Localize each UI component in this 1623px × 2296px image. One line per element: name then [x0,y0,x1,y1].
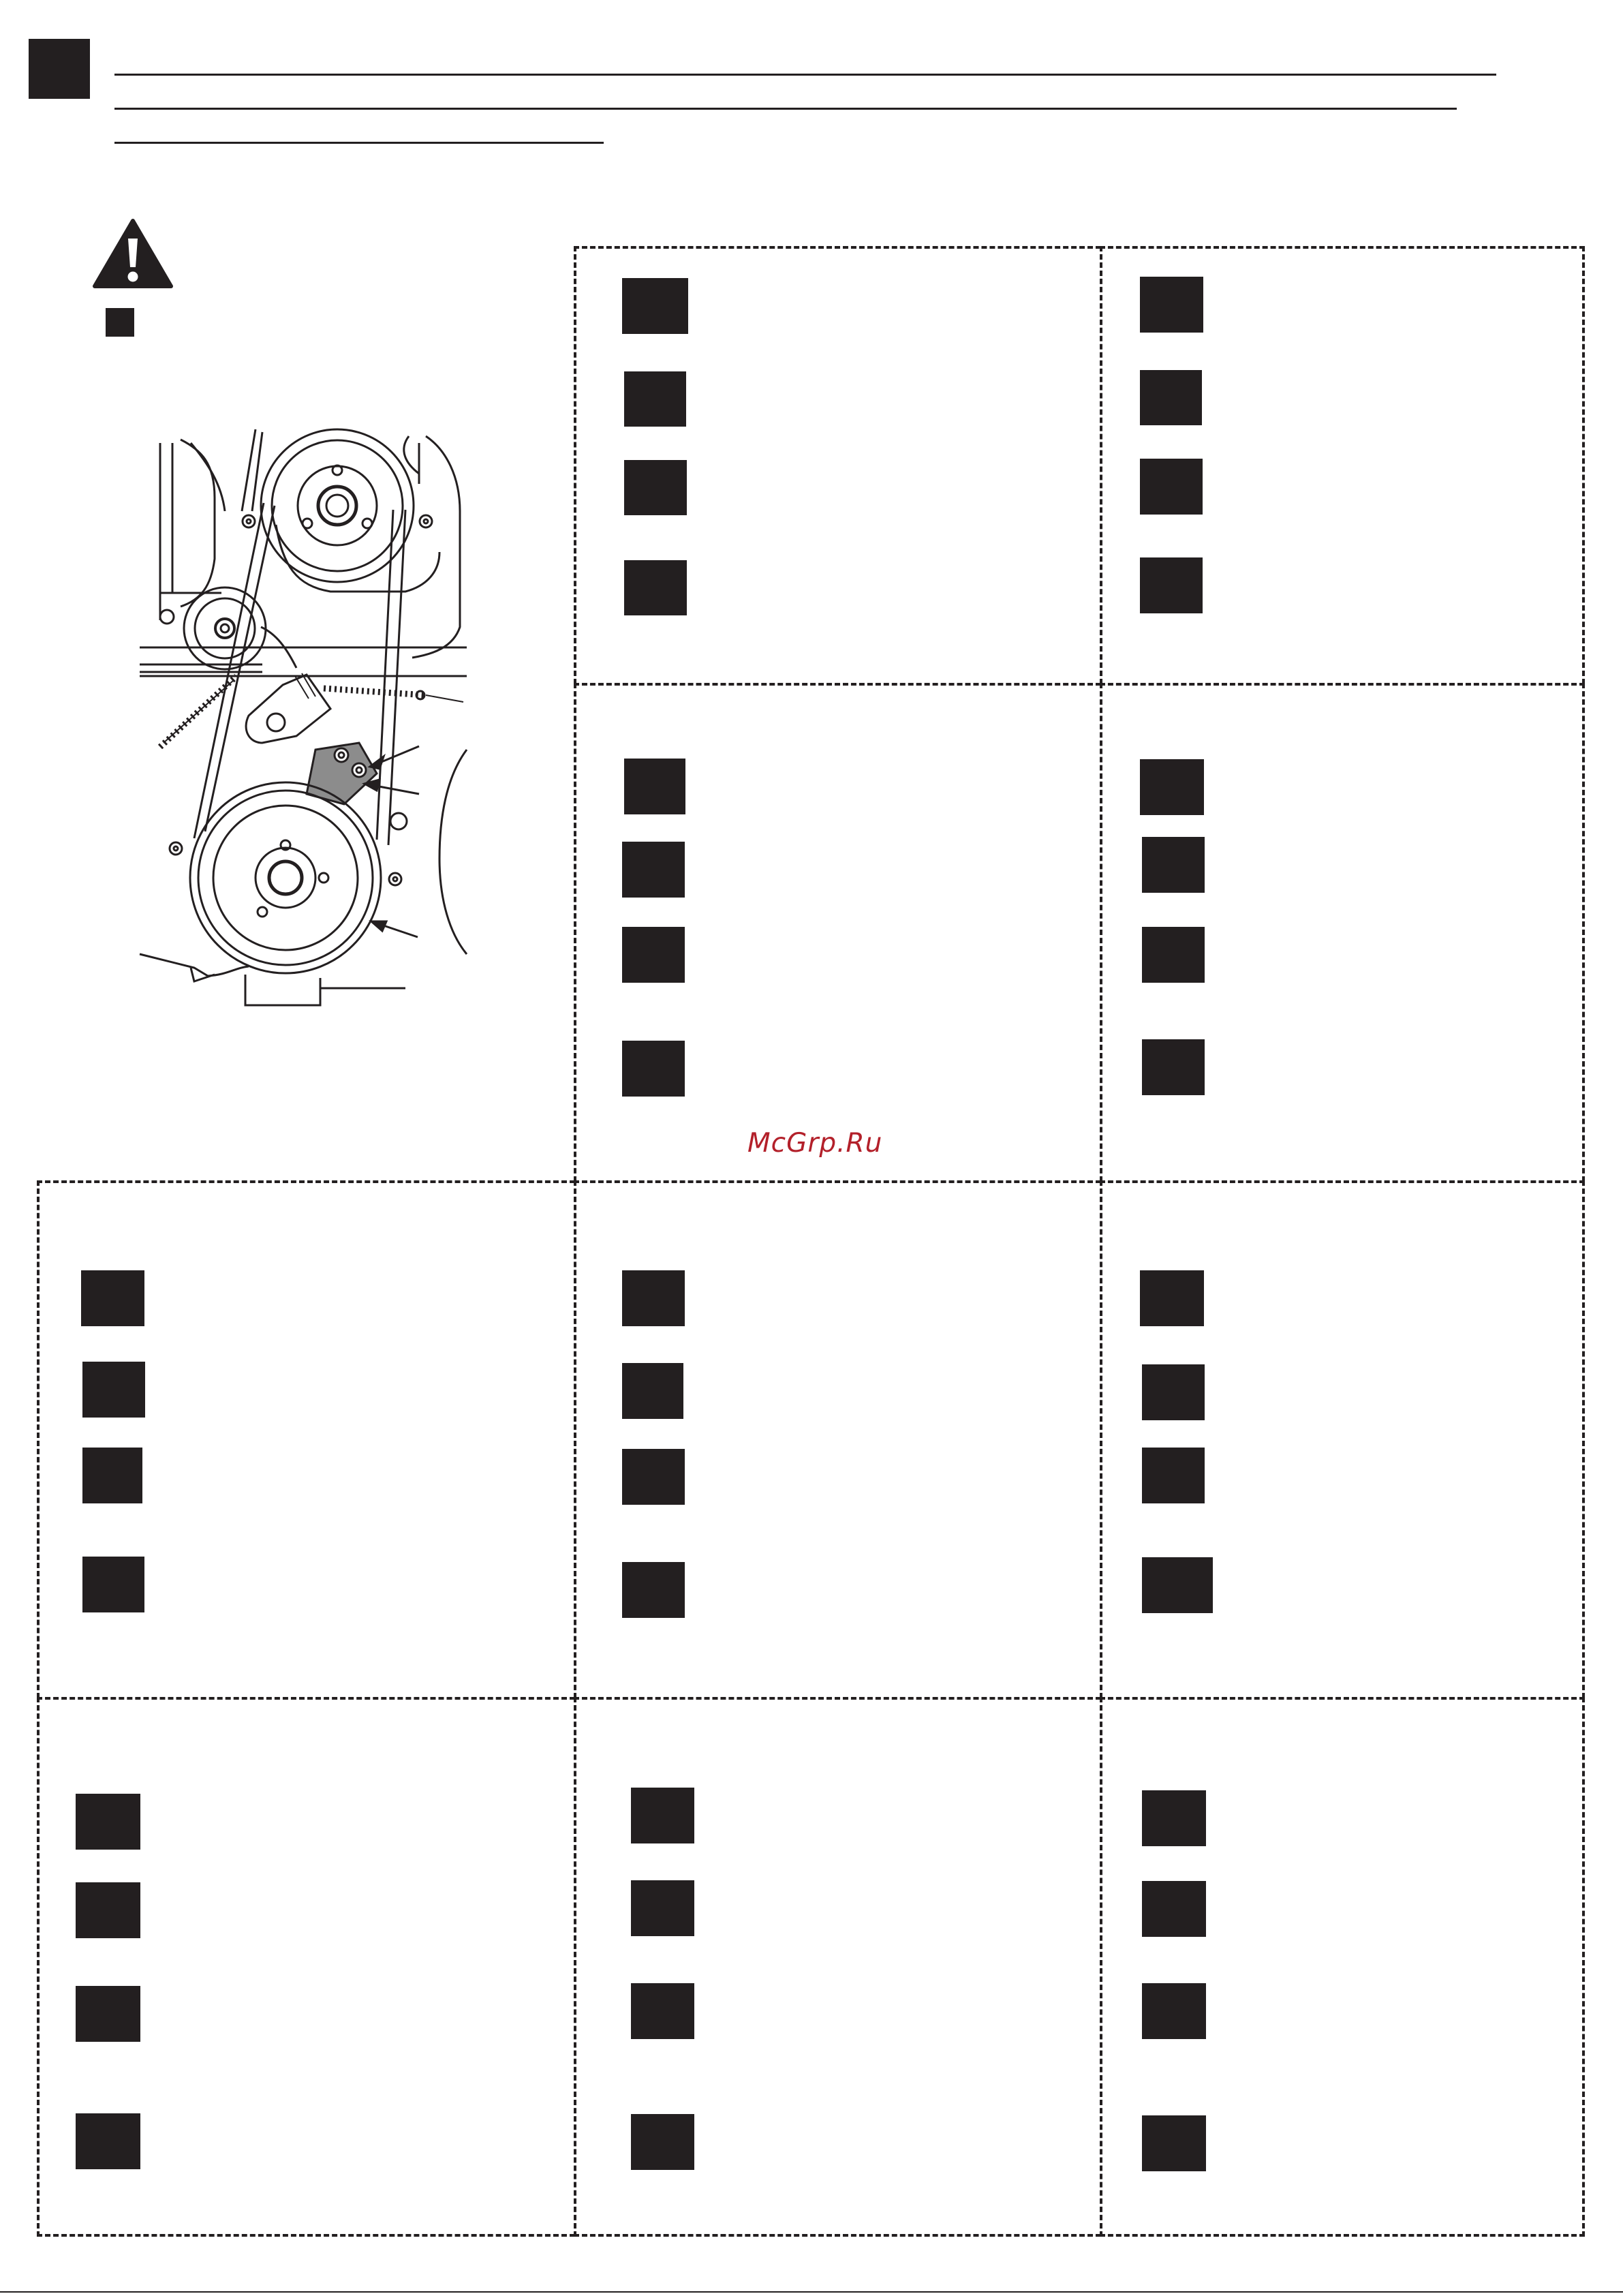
step-block [1142,1557,1213,1613]
footer-rule [0,2291,1623,2293]
step-block [82,1448,142,1503]
step-block [631,1788,694,1843]
watermark-text: McGrp.Ru [747,1128,883,1159]
step-block [1140,459,1203,515]
title-underline-1 [114,74,1496,76]
step-block [1142,1983,1206,2039]
step-block [76,1794,140,1850]
step-block [622,1041,685,1097]
step-block [622,1449,685,1505]
step-block [622,278,688,334]
grid-cell-r3-c1 [37,1180,575,1698]
step-block [1140,1270,1204,1326]
step-block [1140,277,1203,333]
step-block [622,1562,685,1618]
grid-cell-r3-c2 [574,1180,1101,1698]
step-block [622,927,685,983]
warning-label-block [106,308,134,337]
step-block [631,1983,694,2039]
step-block [1142,927,1205,983]
step-block [1142,1039,1205,1095]
step-block [622,1363,683,1419]
step-block [624,759,685,814]
step-block [1142,1448,1205,1503]
step-block [631,1880,694,1936]
step-block [1142,1790,1206,1846]
step-block [76,1882,140,1938]
step-block [82,1362,145,1418]
step-block [1142,1364,1205,1420]
warning-triangle-icon [92,218,174,290]
step-block [82,1557,144,1612]
step-block [631,2114,694,2170]
step-block [1142,837,1205,893]
step-block [76,1986,140,2042]
step-block [76,2113,140,2169]
step-block [1140,557,1203,613]
step-block [624,460,687,515]
title-underline-2 [114,108,1457,110]
title-underline-3 [114,142,604,144]
step-block [624,560,687,615]
step-block [1142,1881,1206,1937]
step-block [1140,370,1202,425]
belt-pulley-diagram [140,423,470,1010]
step-block [1140,759,1204,815]
step-block [624,371,686,427]
grid-cell-r3-c3 [1100,1180,1585,1698]
step-block [622,1270,685,1326]
section-number-block [29,39,90,99]
step-block [622,842,685,898]
step-block [81,1270,144,1326]
step-block [1142,2115,1206,2171]
